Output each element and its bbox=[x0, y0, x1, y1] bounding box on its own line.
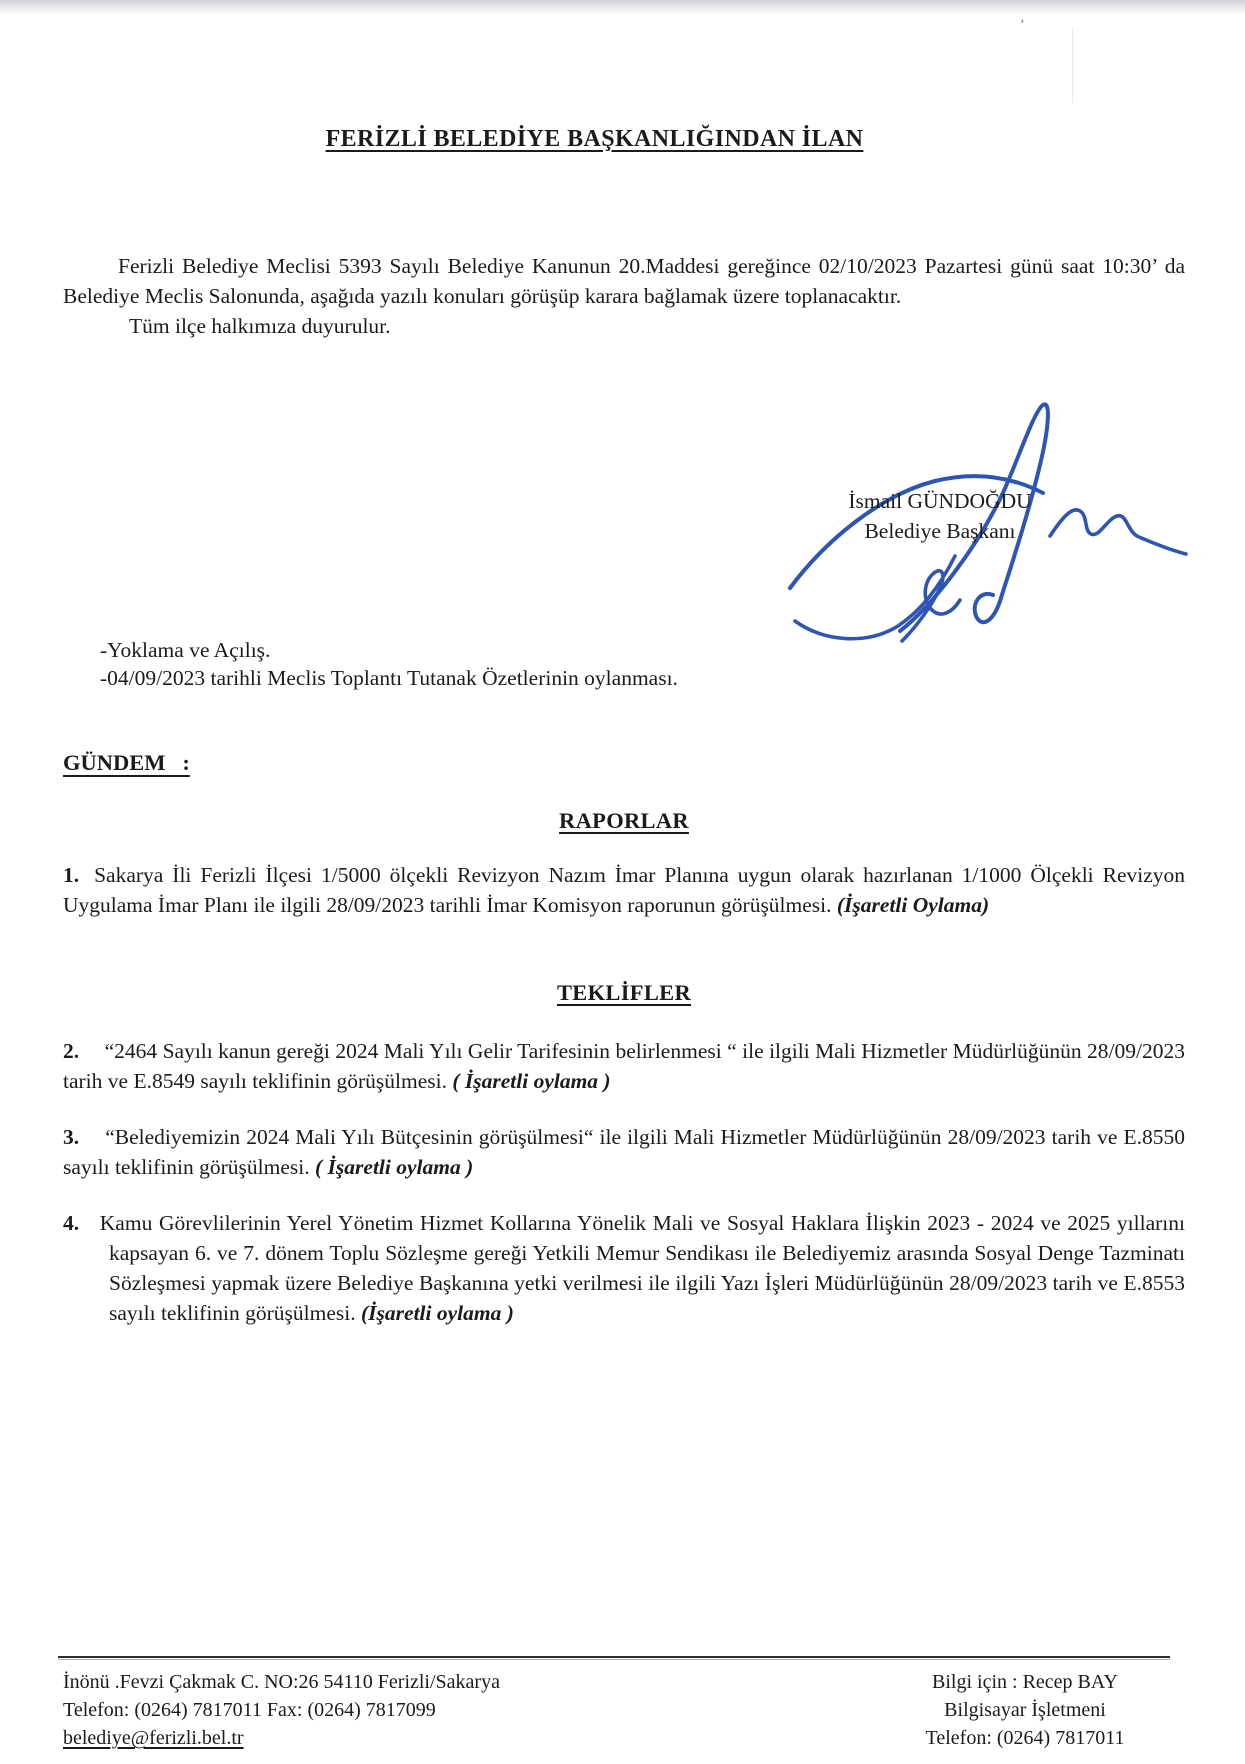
agenda-item-text: Kamu Görevlilerinin Yerel Yönetim Hizmet Kollarına Yönelik Mali ve Sosyal Haklara İlişkin 2023 - 2024 ve 2025 yıllarını kapsayan 6. ve 7. dönem Toplu Sözleşme gereği Yetkili Memur Sendikası ile Belediyemiz arasında Sosyal Denge Tazminatı Sözleşmesi yapmak üzere Belediye Başkanına yetki verilmesi ile ilgili Yazı İşleri Müdürlüğünün 28/09/2023 tarih ve E.8553 sayılı teklifinin görüşülmesi. bbox=[99, 1211, 1185, 1325]
footer-phone-fax: Telefon: (0264) 7817011 Fax: (0264) 7817099 bbox=[63, 1699, 436, 1721]
agenda-item-4 bbox=[63, 1208, 1185, 1328]
agenda-item-text: “2464 Sayılı kanun gereği 2024 Mali Yılı Gelir Tarifesinin belirlenmesi “ ile ilgili Mali Hizmetler Müdürlüğünün 28/09/2023 tarih ve E.8549 sayılı teklifinin görüşülmesi. bbox=[63, 1039, 1185, 1093]
footer-divider bbox=[58, 1656, 1170, 1660]
agenda-item-text: “Belediyemizin 2024 Mali Yılı Bütçesinin görüşülmesi“ ile ilgili Mali Hizmetler Müdürlüğünün 28/09/2023 tarih ve E.8550 sayılı teklifinin görüşülmesi. bbox=[63, 1125, 1186, 1179]
agenda-item-2 bbox=[63, 1036, 1185, 1096]
signatory-title: Belediye Başkanı bbox=[864, 519, 1016, 543]
voting-type-note: ( İşaretli oylama ) bbox=[452, 1069, 611, 1093]
agenda-intro-list bbox=[100, 636, 1185, 692]
footer-contact-right bbox=[875, 1668, 1175, 1752]
agenda-intro-line: -Yoklama ve Açılış. bbox=[100, 638, 271, 662]
agenda-item-number: 3. bbox=[63, 1125, 80, 1149]
agenda-item-3 bbox=[63, 1122, 1185, 1182]
document-title: FERİZLİ BELEDİYE BAŞKANLIĞINDAN İLAN bbox=[325, 126, 864, 152]
signature-stroke bbox=[795, 556, 960, 641]
footer-address: İnönü .Fevzi Çakmak C. NO:26 54110 Ferizli/Sakarya bbox=[63, 1671, 500, 1693]
footer-email-link: belediye@ferizli.bel.tr bbox=[63, 1727, 244, 1749]
footer-contact-name: Bilgi için : Recep BAY bbox=[932, 1671, 1118, 1693]
agenda-item-1 bbox=[63, 860, 1185, 920]
voting-type-note: (İşaretli Oylama) bbox=[836, 893, 990, 917]
intro-section bbox=[63, 251, 1185, 341]
section-heading-teklifler: TEKLİFLER bbox=[557, 980, 691, 1005]
agenda-item-number: 4. bbox=[63, 1211, 80, 1235]
agenda-item-number: 1. bbox=[63, 863, 80, 887]
voting-type-note: ( İşaretli oylama ) bbox=[315, 1155, 474, 1179]
footer-contact-phone: Telefon: (0264) 7817011 bbox=[925, 1727, 1125, 1749]
agenda-item-text: Sakarya İli Ferizli İlçesi 1/5000 ölçekli Revizyon Nazım İmar Planına uygun olarak hazırlanan 1/1000 Ölçekli Revizyon Uygulama İmar Planı ile ilgili 28/09/2023 tarihli İmar Komisyon raporunun görüşülmesi. bbox=[63, 863, 1185, 917]
section-heading-raporlar: RAPORLAR bbox=[559, 808, 689, 833]
footer-contact-role: Bilgisayar İşletmeni bbox=[944, 1699, 1106, 1721]
agenda-intro-line: -04/09/2023 tarihli Meclis Toplantı Tutanak Özetlerinin oylanması. bbox=[100, 666, 678, 690]
public-notice-line: Tüm ilçe halkımıza duyurulur. bbox=[129, 314, 391, 338]
agenda-item-number: 2. bbox=[63, 1039, 80, 1063]
meeting-announcement-paragraph: Ferizli Belediye Meclisi 5393 Sayılı Belediye Kanunun 20.Maddesi gereğince 02/10/2023 Pazartesi günü saat 10:30’ da Belediye Meclis Salonunda, aşağıda yazılı konuları görüşüp karara bağlamak üzere toplanacaktır. bbox=[63, 254, 1185, 308]
voting-type-note: (İşaretli oylama ) bbox=[361, 1301, 514, 1325]
signatory-name: İsmail GÜNDOĞDU bbox=[848, 489, 1032, 513]
agenda-heading: GÜNDEM : bbox=[63, 750, 190, 775]
scan-edge-shadow bbox=[0, 0, 1245, 14]
scan-speck-artifact: ʼ bbox=[1017, 17, 1026, 34]
footer-contact-left bbox=[63, 1668, 500, 1752]
scan-crease-artifact bbox=[1072, 28, 1073, 103]
signature-block bbox=[790, 486, 1090, 546]
